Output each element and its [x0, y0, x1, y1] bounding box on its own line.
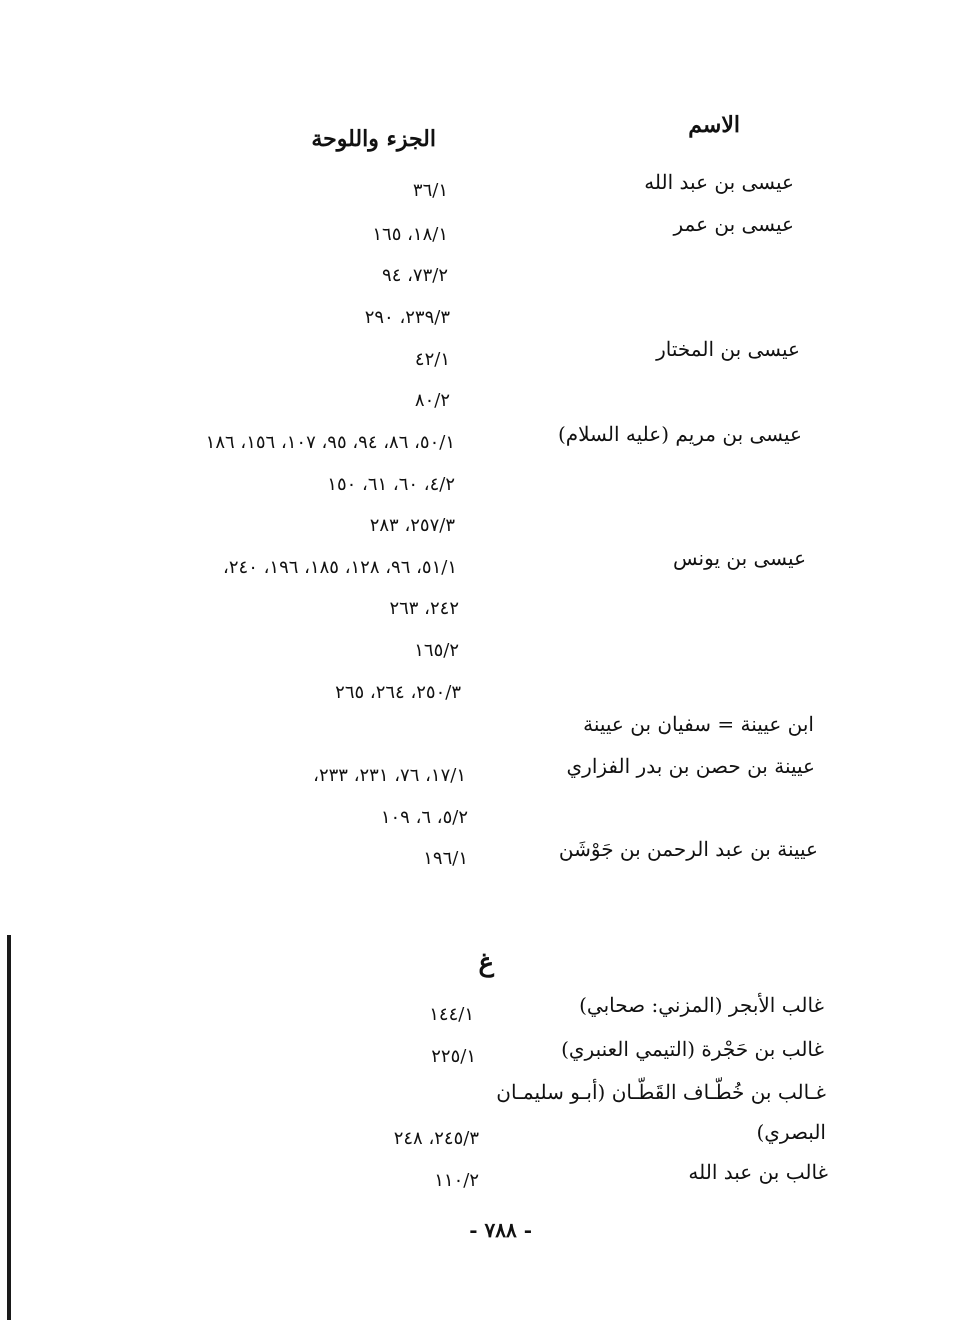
- entry-reference: ٧٣/٢، ٩٤: [382, 265, 448, 286]
- section-letter: غ: [478, 948, 494, 978]
- entry-name: عيسى بن مريم (عليه السلام): [557, 422, 802, 446]
- entry-reference: ٢٥٠/٣، ٢٦٤، ٢٦٥: [335, 682, 461, 703]
- entry-reference: ٢٢٥/١: [431, 1046, 476, 1067]
- entry-reference: ٥١/١، ٩٦، ١٢٨، ١٨٥، ١٩٦، ٢٤٠،: [223, 557, 457, 578]
- entry-reference: ٥٠/١، ٨٦، ٩٤، ٩٥، ١٠٧، ١٥٦، ١٨٦: [205, 432, 455, 453]
- entry-reference: ٤/٢، ٦٠، ٦١، ١٥٠: [327, 474, 455, 495]
- entry-name: غالب بن عبد الله: [688, 1160, 828, 1184]
- entry-name: ابن عيينة = سفيان بن عيينة: [583, 712, 814, 736]
- entry-name: البصري): [756, 1120, 826, 1144]
- entry-name: عيسى بن يونس: [673, 546, 806, 570]
- entry-reference: ٢٤٥/٣، ٢٤٨: [393, 1128, 479, 1149]
- entry-name: عيسى بن المختار: [656, 337, 800, 361]
- entry-name: عيينة بن حصن بن بدر الفزاري: [566, 754, 815, 778]
- entry-name: عيسى بن عبد الله: [644, 170, 794, 194]
- entry-reference: ١٩٦/١: [423, 848, 468, 869]
- entry-name: غالب بن حَجْرة (التيمي العنبري): [561, 1037, 824, 1061]
- entry-reference: ١٧/١، ٧٦، ٢٣١، ٢٣٣،: [313, 765, 466, 786]
- entry-reference: ١٦٥/٢: [414, 640, 459, 661]
- column-header-reference: الجزء واللوحة: [311, 126, 436, 152]
- entry-reference: ١٨/١، ١٦٥: [372, 224, 448, 245]
- entry-reference: ٤٢/١: [414, 349, 450, 370]
- entry-reference: ٨٠/٢: [414, 390, 450, 411]
- entry-reference: ٣٦/١: [412, 180, 448, 201]
- entry-reference: ١١٠/٢: [434, 1170, 479, 1191]
- entry-reference: ٢٣٩/٣، ٢٩٠: [364, 307, 450, 328]
- entry-reference: ٥/٢، ٦، ١٠٩: [380, 807, 468, 828]
- entry-name: عيسى بن عمر: [673, 212, 794, 236]
- entry-name: عيينة بن عبد الرحمن بن جَوْشَن: [558, 837, 818, 861]
- entry-name: غالب الأبجر (المزني: صحابي): [579, 993, 824, 1017]
- page-number: - ٧٨٨ -: [469, 1218, 532, 1242]
- entry-reference: ٢٤٢، ٢٦٣: [389, 598, 459, 619]
- scan-edge-line: [7, 935, 11, 1320]
- entry-reference: ٢٥٧/٣، ٢٨٣: [369, 515, 455, 536]
- column-header-name: الاسم: [688, 112, 740, 138]
- entry-reference: ١٤٤/١: [429, 1004, 474, 1025]
- entry-name: غـالب بن خُطّـاف القَطّـان (أبـو سليمـان: [496, 1080, 826, 1104]
